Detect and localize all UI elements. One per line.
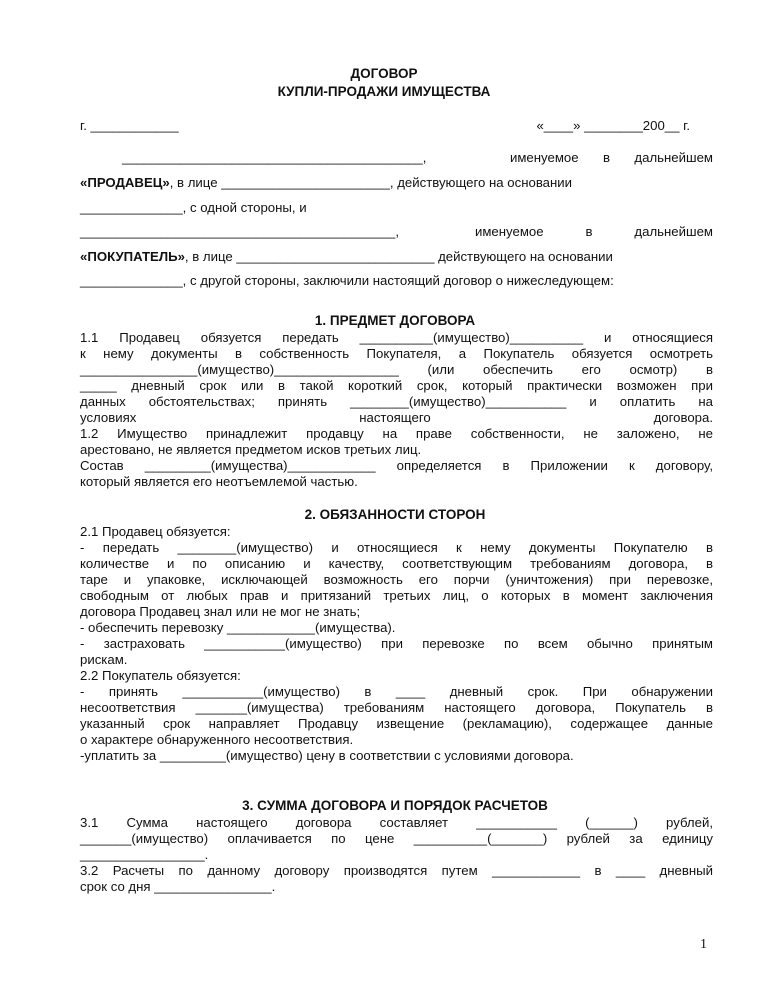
section-2-line: количестве и по описанию и качеству, соответствующим требованиям договора, в <box>80 556 713 571</box>
section-2-line: таре и упаковке, исключающей возможность его порчи (уничтожения) при перевозке, <box>80 572 713 587</box>
section-3-line: 3.2 Расчеты по данному договору производятся путем ____________ в ____ дневный <box>80 863 713 878</box>
section-3-heading: 3. СУММА ДОГОВОРА И ПОРЯДОК РАСЧЕТОВ <box>242 798 548 813</box>
seller-representative-line <box>80 175 713 191</box>
document-title: ДОГОВОР <box>350 66 418 81</box>
buyer-named-text: именуемое в дальнейшем <box>475 224 713 239</box>
section-1-line: арестовано, не является предметом исков третьих лиц. <box>80 442 422 457</box>
section-2-line: договора Продавец знал или не мог не знать; <box>80 604 361 619</box>
section-2-line: указанный срок направляет Продавцу извещение (рекламацию), содержащее данные <box>80 716 713 731</box>
section-1-line: _____ дневный срок или в такой короткий срок, который практически возможен при <box>80 378 713 393</box>
buyer-basis-line: ______________, с другой стороны, заключили настоящий договор о нижеследующем: <box>80 273 614 288</box>
buyer-representative-line <box>80 249 713 265</box>
buyer-label: «ПОКУПАТЕЛЬ» <box>80 249 185 264</box>
section-2-line: несоответствия _______(имущества) требованиям настоящего договора, Покупатель в <box>80 700 713 715</box>
page-number: 1 <box>700 937 707 952</box>
section-3-line: 3.1 Сумма настоящего договора составляет ___________ (______) рублей, <box>80 815 713 830</box>
seller-rep-text: , в лице _______________________, действующего на основании <box>169 175 573 190</box>
section-1-line: 1.2 Имущество принадлежит продавцу на праве собственности, не заложено, не <box>80 426 713 441</box>
section-2-line: - принять ___________(имущество) в ____ дневный срок. При обнаружении <box>80 684 713 699</box>
city-line: г. ____________ <box>80 118 179 133</box>
section-2-line: - передать ________(имущество) и относящиеся к нему документы Покупателю в <box>80 540 713 555</box>
seller-label: «ПРОДАВЕЦ» <box>80 175 170 190</box>
section-2-line: - обеспечить перевозку ____________(имущества). <box>80 620 396 635</box>
section-2-line: свободным от любых прав и притязаний третьих лиц, о которых в момент заключения <box>80 588 713 603</box>
section-1-line: Состав _________(имущества)____________ определяется в Приложении к договору, <box>80 458 713 473</box>
section-1-line: ________________(имущество)_________________ (или обеспечить его осмотр) в <box>80 362 713 377</box>
section-2-line: 2.1 Продавец обязуется: <box>80 524 231 539</box>
buyer-name-blank: ___________________________________________, <box>80 224 400 239</box>
section-3-line: срок со дня ________________. <box>80 879 276 894</box>
section-2-heading: 2. ОБЯЗАННОСТИ СТОРОН <box>304 507 486 522</box>
section-1-line: условиях настоящего договора. <box>80 410 713 425</box>
section-1-line: к нему документы в собственность Покупателя, а Покупатель обязуется осмотреть <box>80 346 713 361</box>
section-3-line: _________________. <box>80 847 209 862</box>
section-1-heading: 1. ПРЕДМЕТ ДОГОВОРА <box>314 313 476 328</box>
section-1-line: который является его неотъемлемой частью. <box>80 474 358 489</box>
section-2-line: -уплатить за _________(имущество) цену в соответствии с условиями договора. <box>80 748 574 763</box>
section-2-line: 2.2 Покупатель обязуется: <box>80 668 241 683</box>
section-2-line: - застраховать ___________(имущество) при перевозке по всем обычно принятым <box>80 636 713 651</box>
section-3-line: _______(имущество) оплачивается по цене __________(_______) рублей за единицу <box>80 831 713 846</box>
section-1-line: данных обстоятельствах; принять ________(имущество)___________ и оплатить на <box>80 394 713 409</box>
document-subtitle: КУПЛИ-ПРОДАЖИ ИМУЩЕСТВА <box>277 84 491 99</box>
section-2-line: о характере обнаруженного несоответствия. <box>80 732 354 747</box>
seller-name-blank: _________________________________________, <box>122 150 427 165</box>
date-line: «____» ________200__ г. <box>536 118 690 133</box>
seller-named-text: именуемое в дальнейшем <box>510 150 713 165</box>
seller-basis-line: ______________, с одной стороны, и <box>80 200 307 215</box>
buyer-rep-text: , в лице ___________________________ действующего на основании <box>184 249 613 264</box>
section-2-line: рискам. <box>80 652 128 667</box>
section-1-line: 1.1 Продавец обязуется передать __________(имущество)__________ и относящиеся <box>80 330 713 345</box>
